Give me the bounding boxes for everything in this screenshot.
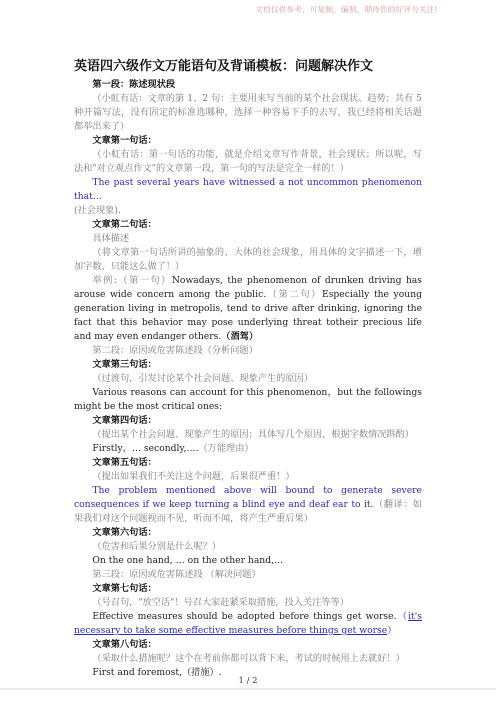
section-heading-1: 第一段：陈述现状段: [92, 79, 176, 90]
english-sentence: First and foremost,（措施）.: [92, 667, 222, 678]
note-paragraph: （小虹有话：文章的第 1、2 句：主要用来写当前的某个社会现状、趋势；共有 5 种开篇写法，没有固定的标准选哪种，选择一种容易下手的去写，我已经将相关话题都举出来了）: [74, 93, 422, 132]
note-paragraph: （过渡句，引发讨论某个社会问题、现象产生的原因）: [92, 373, 313, 384]
example-label: 举例:（第一句）: [92, 275, 172, 286]
sentence-heading-6: 文章第六句话：: [92, 527, 157, 538]
subheading: 具体描述: [92, 233, 130, 244]
page-number: 1 / 2: [238, 676, 258, 686]
sentence-heading-8: 文章第八句话：: [92, 639, 157, 650]
sentence-heading-4: 文章第四句话：: [92, 415, 157, 426]
note-paragraph: （危害和后果分别是什么呢？）: [92, 541, 222, 552]
document-body: [74, 58, 422, 680]
example-paragraph: [74, 274, 422, 344]
alt-close: ）: [387, 625, 397, 636]
english-template: [74, 442, 422, 456]
english-template: [74, 176, 422, 218]
watermark-text: 文档仅供参考，可复制、编制，期待您的好评与关注!: [255, 5, 438, 14]
sentence-heading-3: 文章第三句话：: [92, 359, 157, 370]
note-paragraph: （小虹有话：第一句话的功能，就是介绍文章写作背景，社会现状；所以呢，写法和"对立观点作文"的文章第一段，第一句的写法是完全一样的！）: [74, 149, 422, 174]
english-sentence: On the one hand, … on the other hand,…: [92, 555, 284, 566]
page-title: 英语四六级作文万能语句及背诵模板：问题解决作文: [74, 59, 374, 74]
section-heading-2: 第二段：原因或危害陈述段（分析问题）: [92, 345, 258, 356]
example-sentence-1: Nowadays, the phenomenon of drunken driving has arouse wide concern among the public.: [74, 275, 422, 300]
english-sentence: Firstly，… secondly,….: [92, 443, 199, 454]
section-heading-3: 第三段：原因或危害陈述段 （解决问题）: [92, 569, 261, 580]
note-paragraph: （提出如果我们不关注这个问题，后果很严重！）: [92, 471, 295, 482]
sentence-heading-7: 文章第七句话：: [92, 583, 157, 594]
example-label: （第二句）: [266, 289, 322, 300]
sentence-heading-1: 文章第一句话：: [92, 135, 157, 146]
english-sentence: Various reasons can account for this phenomenon，but the followings might be the most critical ones:: [74, 387, 422, 412]
note-paragraph: （采取什么措施呢？这个在考前你都可以背下来，考试的时候用上去就好！）: [92, 653, 405, 664]
sentence-heading-2: 文章第二句话：: [92, 219, 157, 230]
translation-note: （翻译：如果我们对这个问题视而不见，听而不闻，将产生严重后果）: [74, 499, 422, 524]
example-topic-tag: （酒驾）: [221, 331, 259, 342]
alternative-sentence: it's necessary to take some effective measures before things get worse: [74, 611, 422, 636]
note-paragraph: （将文章第一句话所讲的抽象的、大体的社会现象，用具体的文字描述一下，增加字数，只能这么做了！）: [74, 247, 422, 272]
example-sentence-2: Especially the young generation living in metropolis, tend to drive after drinking, ignoring the fact that this behavior may pose underlying threat totheir precious life and may even endanger others.: [74, 289, 422, 342]
note-paragraph: （提出某个社会问题、现象产生的原因；具体写几个原因，根据字数情况斟酌）: [92, 429, 414, 440]
english-sentence: Effective measures should be adopted before things get worse.: [92, 611, 397, 622]
english-sentence: The past several years have witnessed a not uncommon phenomenon that…: [74, 177, 422, 202]
english-sentence: The problem mentioned above will bound to generate severe consequences if we keep turning a blind eye and deaf ear to it.: [74, 485, 422, 510]
placeholder-note: (社会现象).: [74, 205, 121, 216]
placeholder-note: （万能理由）: [198, 443, 254, 454]
english-template: [74, 484, 422, 526]
alt-open: （: [396, 611, 409, 622]
sentence-heading-5: 文章第五句话：: [92, 457, 157, 468]
english-template: [74, 610, 422, 638]
footer-divider: [0, 688, 496, 690]
note-paragraph: （号召句，"放空话"！号召大家赶紧采取措施，投入关注等等）: [92, 597, 349, 608]
